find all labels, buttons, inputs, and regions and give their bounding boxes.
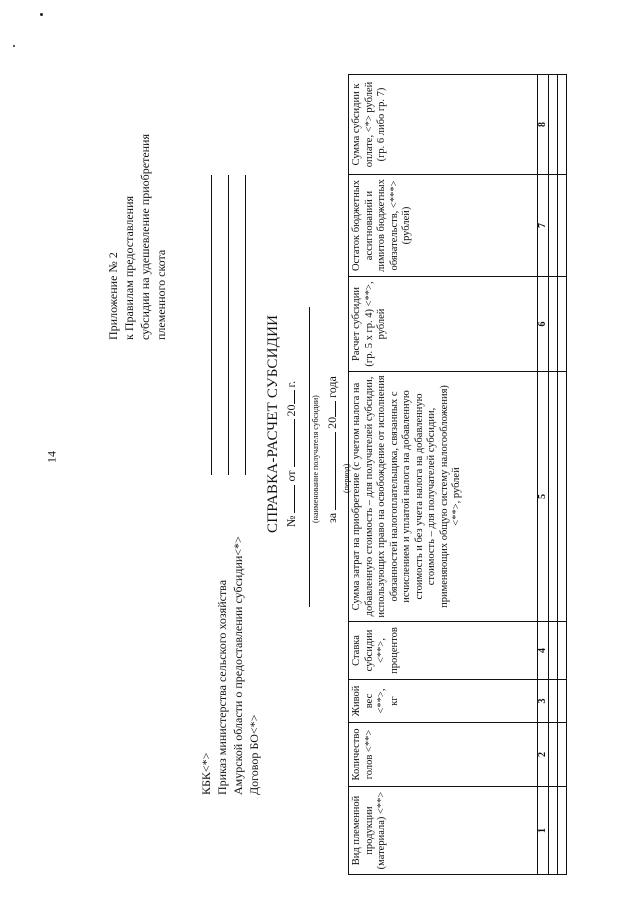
column-header: Остаток бюджетных ассигнований и лимитов бюджетных обязательств, <***> (рублей) bbox=[349, 175, 538, 277]
column-header: Количество голов <**> bbox=[349, 723, 538, 787]
document-number-line bbox=[284, 381, 299, 527]
number-field bbox=[284, 485, 295, 513]
column-header: Живой вес <**>, кг bbox=[349, 680, 538, 723]
column-number: 8 bbox=[538, 75, 549, 175]
scan-speck bbox=[13, 45, 15, 47]
period-year-prefix: 20 bbox=[325, 416, 339, 429]
column-number: 6 bbox=[538, 277, 549, 372]
table-cell bbox=[558, 75, 567, 175]
number-sign: № bbox=[284, 515, 298, 527]
table-cell bbox=[558, 175, 567, 277]
table-cell bbox=[558, 787, 567, 875]
table-header-row bbox=[349, 75, 538, 875]
column-number: 1 bbox=[538, 787, 549, 875]
subsidy-calculation-table bbox=[348, 74, 567, 875]
table-cell bbox=[549, 622, 558, 680]
table-cell bbox=[558, 680, 567, 723]
column-header: Вид племенной продукции (материала) <**> bbox=[349, 787, 538, 875]
column-header: Сумма затрат на приобретение (с учетом налога на добавленную стоимость – для получателей субсидии, использующих право на освобождение от исполнения обязанностей налогоплательщика, связанных с исчислением и уплатой налога на добавленную стоимость и без учета налога на добавленную стоимость – для получателей субсидии, применяющих общую систему налогообложения) <**>, рублей bbox=[349, 372, 538, 622]
column-number: 4 bbox=[538, 622, 549, 680]
order-fill-line bbox=[228, 175, 229, 475]
table-cell bbox=[549, 277, 558, 372]
period-line bbox=[325, 376, 340, 523]
table-cell bbox=[549, 723, 558, 787]
period-year-field bbox=[325, 401, 336, 417]
table-cell bbox=[558, 622, 567, 680]
table-cell bbox=[558, 372, 567, 622]
period-caption: (период) bbox=[342, 463, 351, 493]
recipient-fill-line bbox=[309, 307, 310, 607]
contract-label: Договор БО<*> bbox=[247, 714, 261, 795]
table-row bbox=[558, 75, 567, 875]
table-cell bbox=[549, 372, 558, 622]
appendix-line: субсидии на удешевление приобретения bbox=[138, 133, 152, 340]
order-label: Амурской области о предоставлении субсидии<*> bbox=[231, 536, 245, 795]
recipient-caption: (наименование получателя субсидии) bbox=[311, 395, 320, 523]
appendix-note bbox=[105, 20, 169, 340]
document-requisites bbox=[198, 536, 262, 795]
order-label: Приказ министерства сельского хозяйства bbox=[215, 579, 229, 795]
scan-speck bbox=[40, 13, 43, 16]
column-number-row bbox=[538, 75, 549, 875]
table-row bbox=[549, 75, 558, 875]
period-prefix: за bbox=[325, 512, 339, 523]
kbk-fill-line bbox=[211, 175, 212, 475]
appendix-line: Приложение № 2 bbox=[106, 252, 120, 340]
period-year-suffix: года bbox=[325, 376, 339, 398]
year-field bbox=[284, 390, 295, 404]
table-cell bbox=[549, 787, 558, 875]
column-header: Ставка субсидии <**>, процентов bbox=[349, 622, 538, 680]
year-suffix: г. bbox=[284, 380, 298, 388]
contract-fill-line bbox=[245, 175, 246, 475]
column-number: 5 bbox=[538, 372, 549, 622]
date-from-label: от bbox=[284, 470, 298, 482]
column-number: 3 bbox=[538, 680, 549, 723]
column-number: 2 bbox=[538, 723, 549, 787]
table-cell bbox=[558, 277, 567, 372]
period-field bbox=[325, 432, 336, 510]
year-prefix: 20 bbox=[284, 404, 298, 417]
appendix-line: к Правилам предоставления bbox=[122, 195, 136, 340]
kbk-label: КБК<*> bbox=[199, 752, 213, 795]
page-number: 14 bbox=[44, 451, 59, 463]
table-cell bbox=[549, 680, 558, 723]
column-header: Расчет субсидии (гр. 5 х гр. 4) <**>, рублей bbox=[349, 277, 538, 372]
table-cell bbox=[558, 723, 567, 787]
table-cell bbox=[549, 75, 558, 175]
column-number: 7 bbox=[538, 175, 549, 277]
rotated-document-sheet bbox=[65, 15, 575, 895]
appendix-line: племенного скота bbox=[154, 249, 168, 340]
table-cell bbox=[549, 175, 558, 277]
column-header: Сумма субсидии к оплате, <*> рублей (гр. 6 либо гр. 7) bbox=[349, 75, 538, 175]
document-title: СПРАВКА-РАСЧЕТ СУБСИДИИ bbox=[265, 314, 281, 533]
date-field bbox=[284, 419, 295, 467]
